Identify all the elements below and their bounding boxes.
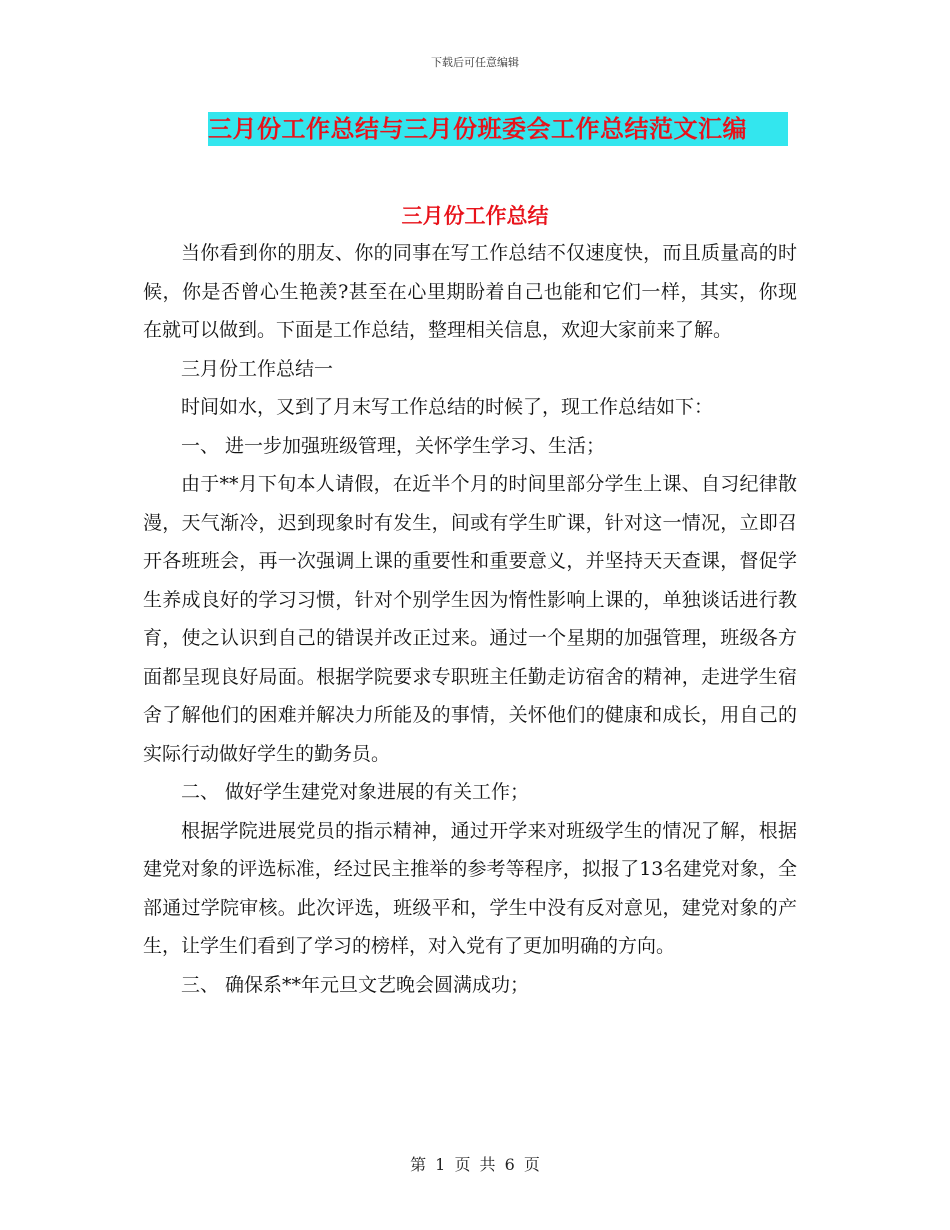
body-paragraph: 根据学院进展党员的指示精神，通过开学来对班级学生的情况了解，根据建党对象的评选标准，经过民主推举的参考等程序，拟报了13名建党对象，全部通过学院审核。此次评选，班级平和，学生中没有反对意见，建党对象的产生，让学生们看到了学习的榜样，对入党有了更加明确的方向。: [143, 819, 797, 957]
list-heading-3: 三、 确保系**年元旦文艺晚会圆满成功；: [181, 973, 530, 996]
body-paragraph: 时间如水，又到了月末写工作总结的时候了，现工作总结如下：: [181, 396, 714, 418]
section-title: 三月份工作总结: [401, 203, 549, 228]
body-paragraph: 由于**月下旬本人请假，在近半个月的时间里部分学生上课、自习纪律散漫，天气渐冷，迟到现象时有发生，间或有学生旷课，针对这一情况，立即召开各班班会，再一次强调上课的重要性和重要意义，并坚持天天查课，督促学生养成良好的学习习惯，针对个别学生因为惰性影响上课的，单独谈话进行教育，使之认识到自己的错误并改正过来。通过一个星期的加强管理，班级各方面都呈现良好局面。根据学院要求专职班主任勤走访宿舍的精神，走进学生宿舍了解他们的困难并解决力所能及的事情，关怀他们的健康和成长，用自己的实际行动做好学生的勤务员。: [143, 473, 797, 765]
document-body: [143, 216, 797, 1004]
document-title: 三月份工作总结与三月份班委会工作总结范文汇编: [208, 112, 788, 146]
list-heading-1: 一、 进一步加强班级管理，关怀学生学习、生活；: [181, 434, 606, 457]
intro-paragraph: 当你看到你的朋友、你的同事在写工作总结不仅速度快，而且质量高的时候，你是否曾心生艳羡?甚至在心里期盼着自己也能和它们一样，其实，你现在就可以做到。下面是工作总结，整理相关信息，欢迎大家前来了解。: [143, 242, 797, 341]
page-number: 第 1 页 共 6 页: [410, 1155, 540, 1174]
subsection-heading: 三月份工作总结一: [181, 357, 334, 380]
page-header-note: 下载后可任意编辑: [431, 56, 519, 69]
list-heading-2: 二、 做好学生建党对象进展的有关工作；: [181, 781, 530, 803]
